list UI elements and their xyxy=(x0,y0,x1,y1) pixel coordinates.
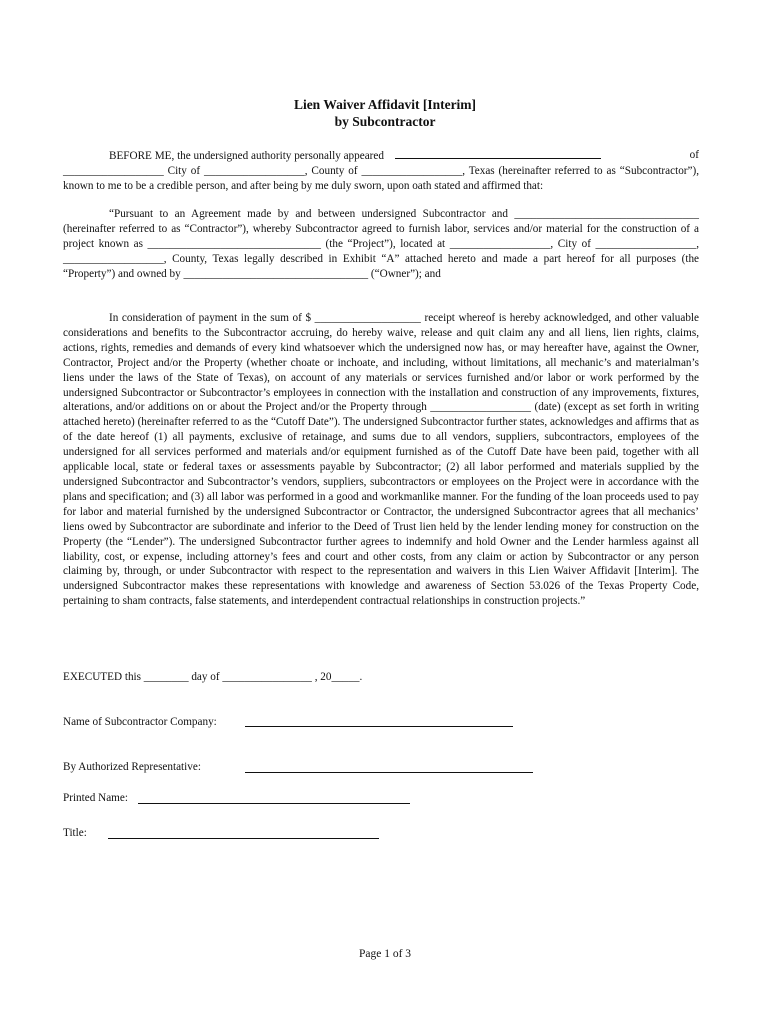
intro-text-b: of xyxy=(689,149,699,161)
representative-signature-line[interactable] xyxy=(245,772,533,773)
pursuant-paragraph xyxy=(63,207,699,282)
document-subtitle: by Subcontractor xyxy=(334,114,436,129)
consideration-text: In consideration of payment in the sum of $ ___________________ receipt whereof is hereby acknowledged, and other valuable considerations and benefits to the Subcontractor accruing, do hereby waive, release and quit claim any and all liens, lien rights, claims, actions, rights, remedies and demands of every kind whatsoever which the undersigned now has, or may hereafter have, against the Owner, Contractor, Project and/or the Property (whether choate or inchoate, and including, without limitations, all mechanic’s and materialman’s liens under the laws of the State of Texas), on account of any materials or services furnished and/or labor or work performed by the undersigned Subcontractor or Subcontractor’s employees in connection with the installation and construction of any improvements, fixtures, alterations, and/or additions on or about the Project and/or the Property through __________________ (date) (except as set forth in writing attached hereto) (hereinafter referred to as the “Cutoff Date”). The undersigned Subcontractor further states, acknowledges and affirms that as of the date hereof (1) all payments, exclusive of retainage, and sums due to all vendors, suppliers, subcontractors, employees of the undersigned for all services performed and materials and/or equipment furnished as of the Cutoff Date have been paid, together with all applicable local, state or federal taxes or assessments payable by Subcontractor; (2) all labor performed and materials supplied by the undersigned Subcontractor and Subcontractor’s vendors, suppliers, subcontractors or employees on the Project were in accordance with the plans and specification; and (3) all labor was performed in a good and workmanlike manner. For the funding of the loan proceeds used to pay for labor and material furnished by the undersigned Subcontractor or Contractor, the undersigned Subcontractor agrees that all mechanics’ liens owed by Subcontractor are subordinate and inferior to the Deed of Trust lien held by the lender lending money for construction on the Property (the “Lender”). The undersigned Subcontractor further agrees to indemnify and hold Owner and the Lender harmless against all liability, cost, or expense, including attorney’s fees and court and other costs, from any claim or action by Subcontractor or any person claiming by, through, or under Subcontractor with respect to the representation and waivers in this Lien Waiver Affidavit [Interim]. The undersigned Subcontractor makes these representations with knowledge and awareness of Section 53.026 of the Texas Property Code, pertaining to sham contracts, false statements, and interdependent contractual relationships in construction projects.” xyxy=(63,312,699,608)
appeared-blank[interactable] xyxy=(395,148,601,159)
printed-name-line[interactable] xyxy=(138,803,410,804)
intro-paragraph xyxy=(63,148,699,194)
intro-text-c: __________________ City of __________________, County of __________________, Texas (hereinafter referred to as “Subcontractor”), known to me to be a credible person, and after being by me duly sworn, upon oath stated and affirmed that: xyxy=(63,164,699,192)
representative-label: By Authorized Representative: xyxy=(63,761,201,773)
company-label: Name of Subcontractor Company: xyxy=(63,716,217,728)
title-label: Title: xyxy=(63,827,87,839)
company-signature-line[interactable] xyxy=(245,726,513,727)
page-number: Page 1 of 3 xyxy=(358,948,412,960)
document-title: Lien Waiver Affidavit [Interim] xyxy=(293,97,477,112)
executed-line: EXECUTED this ________ day of ________________ , 20_____. xyxy=(63,671,363,683)
title-line[interactable] xyxy=(108,838,379,839)
pursuant-text: “Pursuant to an Agreement made by and between undersigned Subcontractor and _________________________________ (hereinafter referred to as “Contractor”), whereby Subcontractor agreed to furnish labor, services and/or material for the construction of a project known as _______________________________ (the “Project”), located at __________________, City of __________________, __________________, County, Texas legally described in Exhibit “A” attached hereto and made a part hereof for all purposes (the “Property”) and owned by _________________________________ (“Owner”); and xyxy=(63,208,699,280)
printed-name-label: Printed Name: xyxy=(63,792,128,804)
intro-text-a: BEFORE ME, the undersigned authority personally appeared xyxy=(109,150,384,162)
consideration-paragraph xyxy=(63,311,699,609)
